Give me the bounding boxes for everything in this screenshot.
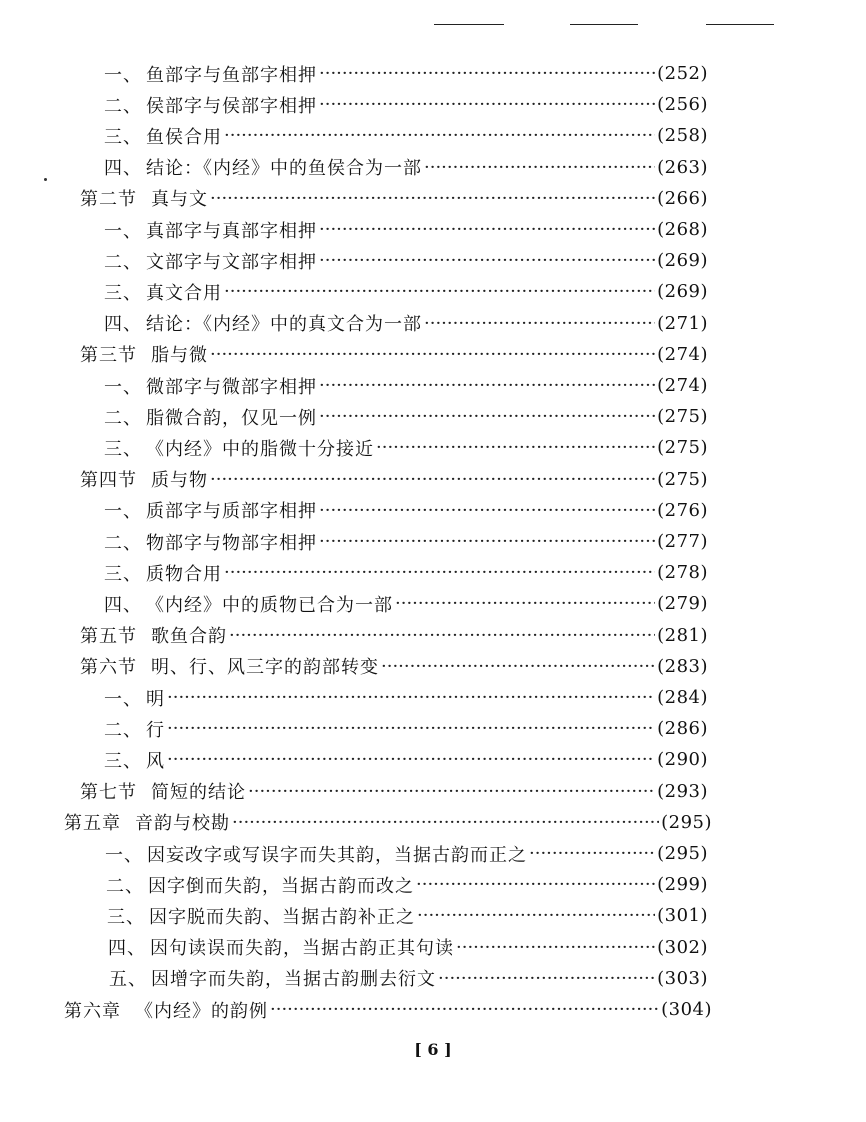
toc-entry-title: 真部字与真部字相押	[146, 220, 317, 242]
toc-entry-page: (269)	[657, 250, 708, 272]
leader-dots	[529, 843, 655, 864]
toc-entry-number: 四、	[104, 314, 142, 336]
toc-entry[interactable]	[80, 464, 708, 495]
toc-entry-page: (268)	[657, 219, 708, 240]
toc-entry[interactable]	[104, 245, 708, 276]
toc-entry[interactable]	[80, 620, 708, 651]
toc-entry-title: 微部字与微部字相押	[146, 376, 317, 398]
leader-dots	[424, 313, 655, 334]
toc-entry[interactable]	[104, 526, 708, 557]
leader-dots	[319, 63, 655, 84]
toc-entry-title: 真与文	[151, 189, 208, 211]
toc-entry-number: 一、	[104, 376, 142, 398]
toc-entry-title: 质物合用	[146, 563, 222, 585]
leader-dots	[167, 718, 655, 739]
leader-dots	[210, 344, 655, 365]
toc-entry-page: (277)	[657, 531, 708, 552]
toc-entry[interactable]	[105, 838, 708, 869]
toc-entry-number: 二、	[104, 251, 142, 273]
toc-entry-page: (275)	[657, 437, 708, 459]
toc-entry-number: 四、	[104, 594, 142, 616]
toc-entry-title: 结论：《内经》中的鱼侯合为一部	[146, 158, 422, 180]
toc-entry-number: 第三节	[80, 345, 137, 367]
leader-dots	[319, 94, 655, 115]
toc-entry[interactable]	[104, 432, 708, 463]
toc-entry-title: 《内经》的韵例	[135, 1000, 268, 1022]
toc-entry-page: (304)	[661, 999, 712, 1020]
leader-dots	[210, 188, 655, 209]
toc-entry[interactable]	[104, 557, 708, 588]
toc-entry-number: 二、	[104, 407, 142, 429]
leader-dots	[456, 937, 655, 958]
toc-entry[interactable]	[104, 401, 708, 432]
toc-entry-number: 第二节	[80, 189, 137, 211]
toc-entry-title: 质部字与质部字相押	[146, 501, 317, 523]
toc-entry-page: (275)	[657, 406, 708, 428]
toc-entry-page: (263)	[657, 156, 708, 178]
toc-entry-title: 明	[146, 688, 165, 710]
toc-entry-page: (266)	[657, 187, 708, 209]
toc-entry-title: 《内经》中的脂微十分接近	[146, 438, 374, 460]
leader-dots	[438, 968, 655, 989]
toc-entry-title: 明、行、风三字的韵部转变	[151, 657, 379, 679]
toc-entry-number: 四、	[104, 158, 142, 180]
toc-entry-page: (271)	[657, 312, 708, 334]
toc-entry[interactable]	[107, 900, 708, 931]
toc-entry-number: 四、	[108, 938, 146, 960]
toc-entry-page: (293)	[657, 780, 708, 802]
toc-entry-number: 第五节	[80, 626, 137, 648]
toc-entry-number: 第七节	[80, 782, 137, 804]
toc-entry-number: 一、	[104, 220, 142, 242]
leader-dots	[319, 500, 655, 521]
toc-entry-number: 三、	[104, 438, 142, 460]
toc-entry-title: 真文合用	[146, 282, 222, 304]
toc-entry[interactable]	[108, 932, 708, 963]
toc-entry-number: 三、	[104, 563, 142, 585]
leader-dots	[224, 281, 655, 302]
top-rule-1	[434, 24, 504, 25]
toc-entry[interactable]	[104, 276, 708, 307]
leader-dots	[167, 749, 655, 770]
toc-entry[interactable]	[64, 807, 712, 838]
leader-dots	[167, 687, 655, 708]
toc-entry-page: (299)	[657, 874, 708, 896]
toc-entry[interactable]	[104, 152, 708, 183]
toc-entry-page: (302)	[657, 936, 708, 958]
toc-entry-title: 因句读误而失韵，当据古韵正其句读	[150, 938, 454, 960]
leader-dots	[381, 656, 655, 677]
toc-entry-page: (278)	[657, 562, 708, 584]
toc-entry-title: 《内经》中的质物已合为一部	[146, 594, 393, 616]
toc-entry[interactable]	[106, 869, 708, 900]
toc-entry[interactable]	[80, 651, 708, 682]
top-rule-3	[706, 24, 774, 25]
toc-entry[interactable]	[104, 214, 708, 245]
leader-dots	[424, 157, 655, 178]
leader-dots	[319, 406, 655, 427]
toc-entry[interactable]	[80, 183, 708, 214]
toc-entry-title: 侯部字与侯部字相押	[146, 95, 317, 117]
leader-dots	[395, 593, 655, 614]
toc-entry[interactable]	[80, 339, 708, 370]
leader-dots	[210, 469, 655, 490]
toc-entry-page: (274)	[657, 343, 708, 365]
leader-dots	[319, 375, 655, 396]
toc-entry[interactable]	[104, 713, 708, 744]
toc-entry-number: 第四节	[80, 470, 137, 492]
toc-entry-title: 文部字与文部字相押	[146, 251, 317, 273]
toc-entry-page: (281)	[657, 624, 708, 646]
toc-entry-title: 因字倒而失韵，当据古韵而改之	[148, 875, 414, 897]
leader-dots	[232, 812, 659, 833]
top-rule-2	[570, 24, 638, 25]
toc-entry-page: (303)	[657, 967, 708, 989]
toc-entry[interactable]	[104, 58, 708, 89]
toc-entry[interactable]	[104, 682, 708, 713]
toc-entry-number: 一、	[105, 844, 143, 866]
toc-entry-title: 鱼部字与鱼部字相押	[146, 64, 317, 86]
toc-entry-title: 脂与微	[151, 345, 208, 367]
toc-entry-number: 第六节	[80, 657, 137, 679]
toc-entry-page: (274)	[657, 375, 708, 396]
leader-dots	[224, 562, 655, 583]
page-number: [ 6 ]	[414, 1040, 452, 1059]
toc-entry[interactable]	[64, 994, 712, 1025]
toc-entry[interactable]	[80, 776, 708, 807]
toc-entry-number: 三、	[107, 906, 145, 928]
leader-dots	[248, 781, 655, 802]
toc-entry[interactable]	[104, 588, 708, 619]
toc-entry-number: 五、	[109, 969, 147, 991]
toc-entry-number: 三、	[104, 282, 142, 304]
toc-entry-title: 音韵与校勘	[135, 813, 230, 835]
toc-entry[interactable]	[109, 963, 708, 994]
toc-entry-title: 鱼侯合用	[146, 126, 222, 148]
leader-dots	[319, 250, 655, 271]
toc-entry-page: (295)	[657, 843, 708, 864]
leader-dots	[319, 219, 655, 240]
toc-entry-number: 一、	[104, 501, 142, 523]
toc-entry-title: 结论：《内经》中的真文合为一部	[146, 314, 422, 336]
toc-entry-page: (256)	[657, 94, 708, 116]
toc-entry-number: 二、	[104, 719, 142, 741]
toc-entry-number: 第五章	[64, 813, 121, 835]
toc-entry-title: 简短的结论	[151, 782, 246, 804]
scan-speck	[44, 178, 47, 181]
toc-entry[interactable]	[104, 120, 708, 151]
toc-entry-page: (290)	[657, 749, 708, 771]
toc-entry-number: 二、	[106, 875, 144, 897]
toc-entry-title: 脂微合韵，仅见一例	[146, 407, 317, 429]
toc-entry-page: (301)	[657, 905, 708, 927]
toc-entry[interactable]	[104, 744, 708, 775]
toc-entry-number: 三、	[104, 126, 142, 148]
toc-entry-page: (276)	[657, 499, 708, 521]
toc-entry-number: 二、	[104, 95, 142, 117]
toc-entry-title: 因妄改字或写误字而失其韵，当据古韵而正之	[147, 844, 527, 866]
toc-entry-page: (283)	[657, 655, 708, 677]
leader-dots	[417, 905, 655, 926]
leader-dots	[229, 625, 655, 646]
toc-entry-title: 因字脱而失韵、当据古韵补正之	[149, 906, 415, 928]
toc-entry-title: 行	[146, 719, 165, 741]
leader-dots	[376, 437, 655, 458]
toc-entry-number: 第六章	[64, 1000, 121, 1022]
toc-entry-title: 质与物	[151, 470, 208, 492]
toc-entry-page: (252)	[657, 63, 708, 84]
toc-entry-number: 三、	[104, 750, 142, 772]
toc-entry-page: (286)	[657, 718, 708, 740]
toc-entry-page: (279)	[657, 593, 708, 615]
toc-entry-number: 二、	[104, 532, 142, 554]
leader-dots	[416, 874, 655, 895]
leader-dots	[224, 125, 655, 146]
toc-entry-title: 风	[146, 750, 165, 772]
leader-dots	[270, 999, 659, 1020]
toc-entry[interactable]	[104, 370, 708, 401]
toc-entry-title: 物部字与物部字相押	[146, 532, 317, 554]
toc-entry[interactable]	[104, 495, 708, 526]
toc-entry-page: (284)	[657, 687, 708, 708]
toc-entry-page: (295)	[661, 811, 712, 833]
toc-entry-title: 因增字而失韵，当据古韵删去衍文	[151, 969, 436, 991]
toc-entry[interactable]	[104, 308, 708, 339]
toc-entry-number: 一、	[104, 64, 142, 86]
toc-entry-title: 歌鱼合韵	[151, 626, 227, 648]
toc-entry-page: (269)	[657, 281, 708, 303]
toc-entry-number: 一、	[104, 688, 142, 710]
leader-dots	[319, 531, 655, 552]
toc-entry-page: (258)	[657, 125, 708, 147]
toc-entry[interactable]	[104, 89, 708, 120]
toc-entry-page: (275)	[657, 468, 708, 490]
